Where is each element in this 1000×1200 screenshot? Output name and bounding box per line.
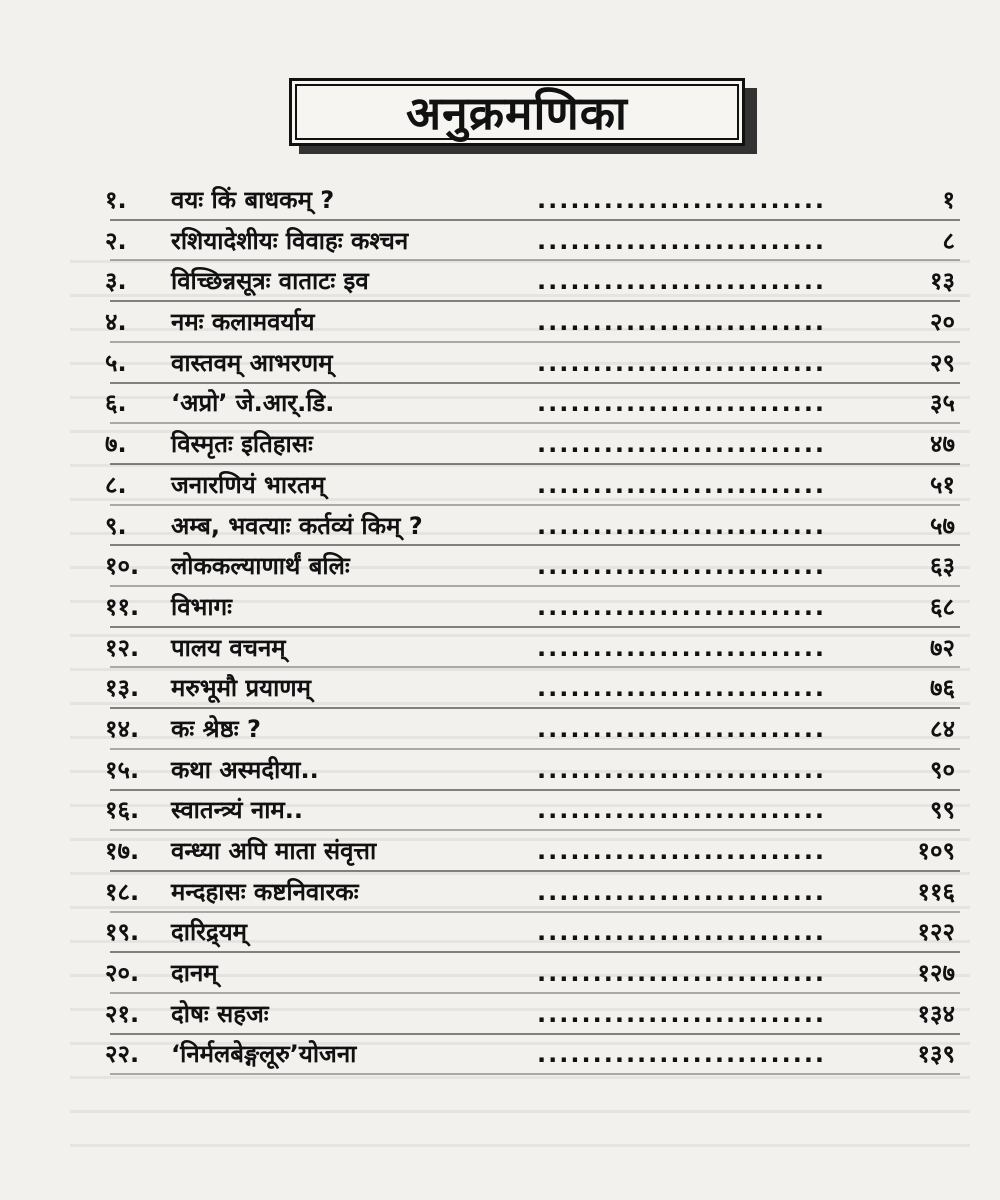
toc-entry	[105, 628, 975, 669]
entry-page-number: ९९	[930, 796, 955, 825]
entry-page-number: १३९	[917, 1040, 955, 1069]
dot-leader	[537, 872, 827, 912]
dot-leader	[537, 465, 827, 505]
row-divider	[110, 626, 960, 628]
entry-number: २१.	[105, 999, 140, 1028]
entry-page-number: २०	[930, 308, 955, 337]
entry-title: ‘निर्मलबेङ्गलूरु’योजना	[171, 1040, 357, 1069]
entry-page-number: ८४	[930, 714, 955, 743]
entry-title: दारिद्र्यम्	[171, 918, 248, 947]
entry-title: रशियादेशीयः विवाहः कश्चन	[171, 226, 409, 255]
entry-page-number: ९०	[930, 755, 955, 784]
entry-title: वास्तवम् आभरणम्	[171, 348, 333, 377]
entry-number: १३.	[105, 674, 140, 703]
toc-entry	[105, 790, 975, 831]
dot-leader	[537, 546, 827, 586]
row-divider	[110, 992, 960, 994]
entry-title: नमः कलामवर्याय	[171, 308, 315, 337]
toc-entry	[105, 261, 975, 302]
entry-number: ९.	[105, 511, 127, 540]
entry-page-number: ७२	[930, 633, 955, 662]
toc-entry	[105, 221, 975, 262]
entry-number: १०.	[105, 552, 140, 581]
entry-title: मन्दहासः कष्टनिवारकः	[171, 877, 359, 906]
dot-leader	[537, 424, 827, 464]
entry-page-number: १२२	[917, 918, 955, 947]
row-divider	[110, 951, 960, 953]
entry-number: १४.	[105, 714, 140, 743]
toc-entry	[105, 912, 975, 953]
entry-number: १९.	[105, 918, 140, 947]
entry-page-number: ४७	[930, 430, 955, 459]
entry-page-number: १३	[930, 267, 955, 296]
entry-title: लोककल्याणार्थं बलिः	[171, 552, 350, 581]
entry-title: कः श्रेष्ठः ?	[171, 714, 261, 743]
bleed-through-line	[70, 1110, 970, 1113]
toc-entry	[105, 180, 975, 221]
dot-leader	[537, 953, 827, 993]
dot-leader	[537, 383, 827, 423]
dot-leader	[537, 1034, 827, 1074]
dot-leader	[537, 343, 827, 383]
row-divider	[110, 259, 960, 261]
bleed-through-line	[70, 1076, 970, 1079]
dot-leader	[537, 994, 827, 1034]
toc-entry	[105, 668, 975, 709]
toc-entry	[105, 994, 975, 1035]
entry-page-number: ६३	[930, 552, 955, 581]
entry-page-number: ६८	[930, 592, 955, 621]
entry-number: २२.	[105, 1040, 140, 1069]
row-divider	[110, 422, 960, 424]
entry-title: मरुभूमौ प्रयाणम्	[171, 674, 311, 703]
toc-entry	[105, 465, 975, 506]
entry-number: ५.	[105, 348, 127, 377]
entry-page-number: २९	[930, 348, 955, 377]
entry-number: ६.	[105, 389, 127, 418]
row-divider	[110, 1073, 960, 1075]
entry-title: वन्ध्या अपि माता संवृत्ता	[171, 837, 377, 865]
entry-title: विच्छिन्नसूत्रः वाताटः इव	[171, 267, 369, 296]
toc-entry	[105, 709, 975, 750]
entry-page-number: १२७	[917, 959, 955, 988]
entry-page-number: १३४	[917, 999, 955, 1028]
entry-page-number: ५१	[930, 470, 955, 499]
entry-title: दानम्	[171, 959, 218, 988]
entry-number: १२.	[105, 633, 140, 662]
row-divider	[110, 911, 960, 913]
row-divider	[110, 870, 960, 872]
row-divider	[110, 341, 960, 343]
toc-entry	[105, 587, 975, 628]
row-divider	[110, 382, 960, 384]
row-divider	[110, 666, 960, 668]
entry-page-number: १	[942, 186, 955, 214]
toc-entry	[105, 1034, 975, 1075]
entry-title: स्वातन्त्र्यं नाम..	[171, 796, 304, 825]
entry-number: २०.	[105, 959, 140, 988]
toc-entry	[105, 343, 975, 384]
entry-page-number: ५७	[930, 511, 955, 540]
dot-leader	[537, 261, 827, 301]
entry-page-number: ७६	[930, 674, 955, 703]
row-divider	[110, 504, 960, 506]
toc-entry	[105, 953, 975, 994]
entry-title: अम्ब, भवत्याः कर्तव्यं किम् ?	[171, 511, 423, 540]
entry-title: विभागः	[171, 592, 233, 621]
toc-entry	[105, 546, 975, 587]
entry-title: वयः किं बाधकम् ?	[171, 186, 335, 214]
dot-leader	[537, 831, 827, 871]
row-divider	[110, 829, 960, 831]
entry-number: १८.	[105, 877, 140, 906]
entry-page-number: १०९	[917, 837, 955, 865]
row-divider	[110, 1033, 960, 1035]
entry-number: ३.	[105, 267, 127, 296]
entry-number: १६.	[105, 796, 140, 825]
toc-entry	[105, 506, 975, 547]
toc-entry	[105, 831, 975, 872]
entry-page-number: ११६	[917, 877, 955, 906]
entry-title: पालय वचनम्	[171, 633, 286, 662]
dot-leader	[537, 221, 827, 261]
row-divider	[110, 585, 960, 587]
entry-page-number: ८	[942, 226, 955, 255]
entry-title: विस्मृतः इतिहासः	[171, 430, 313, 459]
row-divider	[110, 748, 960, 750]
row-divider	[110, 219, 960, 221]
row-divider	[110, 463, 960, 465]
dot-leader	[537, 709, 827, 749]
dot-leader	[537, 587, 827, 627]
toc-entry	[105, 302, 975, 343]
entry-number: २.	[105, 226, 127, 255]
dot-leader	[537, 750, 827, 790]
dot-leader	[537, 302, 827, 342]
page-title: अनुक्रमणिका	[406, 86, 628, 140]
entry-title: कथा अस्मदीया..	[171, 755, 319, 784]
entry-number: ११.	[105, 592, 140, 621]
dot-leader	[537, 790, 827, 830]
entry-number: १५.	[105, 755, 140, 784]
entry-number: ७.	[105, 430, 127, 459]
row-divider	[110, 707, 960, 709]
entry-title: दोषः सहजः	[171, 999, 269, 1028]
toc-entry	[105, 750, 975, 791]
dot-leader	[537, 506, 827, 546]
entry-title: जनारणियं भारतम्	[171, 470, 325, 499]
toc-entry	[105, 424, 975, 465]
entry-number: ४.	[105, 308, 127, 337]
toc-entry	[105, 383, 975, 424]
dot-leader	[537, 628, 827, 668]
heading-frame	[289, 78, 759, 154]
dot-leader	[537, 668, 827, 708]
row-divider	[110, 544, 960, 546]
entry-page-number: ३५	[930, 389, 955, 418]
bleed-through-line	[70, 1144, 970, 1147]
toc-entry	[105, 872, 975, 913]
entry-title: ‘अप्रो’ जे.आर्.डि.	[171, 389, 335, 418]
entry-number: ८.	[105, 470, 127, 499]
dot-leader	[537, 180, 827, 220]
heading-box	[289, 78, 745, 146]
entry-number: १७.	[105, 837, 140, 865]
entry-number: १.	[105, 186, 127, 214]
dot-leader	[537, 912, 827, 952]
row-divider	[110, 789, 960, 791]
row-divider	[110, 300, 960, 302]
